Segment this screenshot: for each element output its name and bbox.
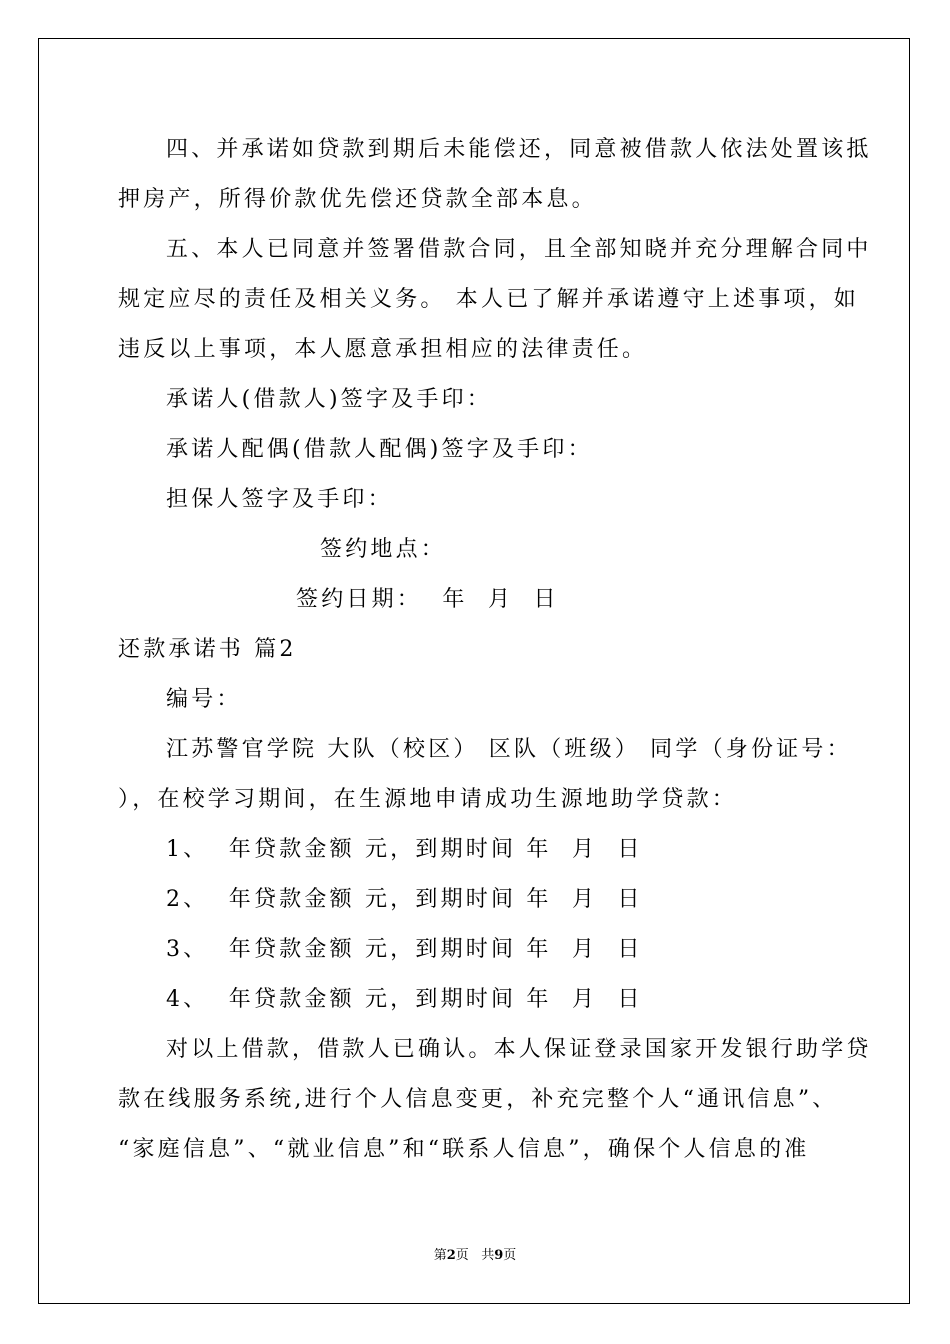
loan-item-2: 2、 年贷款金额 元，到期时间 年 月 日 xyxy=(166,887,643,912)
footer-page-prefix: 第 xyxy=(433,1248,447,1263)
spouse-signature-line: 承诺人配偶(借款人配偶)签字及手印： xyxy=(166,437,593,462)
student-info-line-2: ），在校学习期间，在生源地申请成功生源地助学贷款： xyxy=(118,787,738,812)
confirmation-line-3: “家庭信息”、“就业信息”和“联系人信息”，确保个人信息的准 xyxy=(118,1137,810,1162)
footer-total-prefix: 共 xyxy=(481,1248,495,1263)
page-border xyxy=(38,38,910,1304)
paragraph-4-line-2: 押房产，所得价款优先偿还贷款全部本息。 xyxy=(118,187,597,212)
footer-page-number: 2 xyxy=(446,1248,456,1263)
footer-total-suffix: 页 xyxy=(503,1248,517,1263)
guarantor-signature-line: 担保人签字及手印： xyxy=(166,487,393,512)
footer-page-suffix: 页 xyxy=(455,1248,469,1263)
paragraph-5-line-3: 违反以上事项，本人愿意承担相应的法律责任。 xyxy=(118,337,648,362)
loan-item-4: 4、 年贷款金额 元，到期时间 年 月 日 xyxy=(166,987,643,1012)
footer-total-pages: 9 xyxy=(494,1248,504,1263)
paragraph-5-line-1: 五、本人已同意并签署借款合同，且全部知晓并充分理解合同中 xyxy=(166,237,872,262)
confirmation-line-1: 对以上借款，借款人已确认。本人保证登录国家开发银行助学贷 xyxy=(166,1037,872,1062)
page-footer xyxy=(0,1248,950,1264)
borrower-signature-line: 承诺人(借款人)签字及手印： xyxy=(166,387,492,412)
section-heading: 还款承诺书 篇2 xyxy=(118,637,297,662)
signing-date-line: 签约日期： 年 月 日 xyxy=(296,587,559,612)
serial-number-line: 编号： xyxy=(166,687,242,712)
confirmation-line-2: 款在线服务系统,进行个人信息变更，补充完整个人“通讯信息”、 xyxy=(118,1087,838,1112)
student-info-line-1: 江苏警官学院 大队（校区） 区队（班级） 同学（身份证号： xyxy=(166,737,852,762)
paragraph-5-line-2: 规定应尽的责任及相关义务。 本人已了解并承诺遵守上述事项，如 xyxy=(118,287,859,312)
loan-item-3: 3、 年贷款金额 元，到期时间 年 月 日 xyxy=(166,937,643,962)
paragraph-4-line-1: 四、并承诺如贷款到期后未能偿还，同意被借款人依法处置该抵 xyxy=(166,137,872,162)
loan-item-1: 1、 年贷款金额 元，到期时间 年 月 日 xyxy=(166,837,643,862)
signing-place-line: 签约地点： xyxy=(320,537,447,562)
